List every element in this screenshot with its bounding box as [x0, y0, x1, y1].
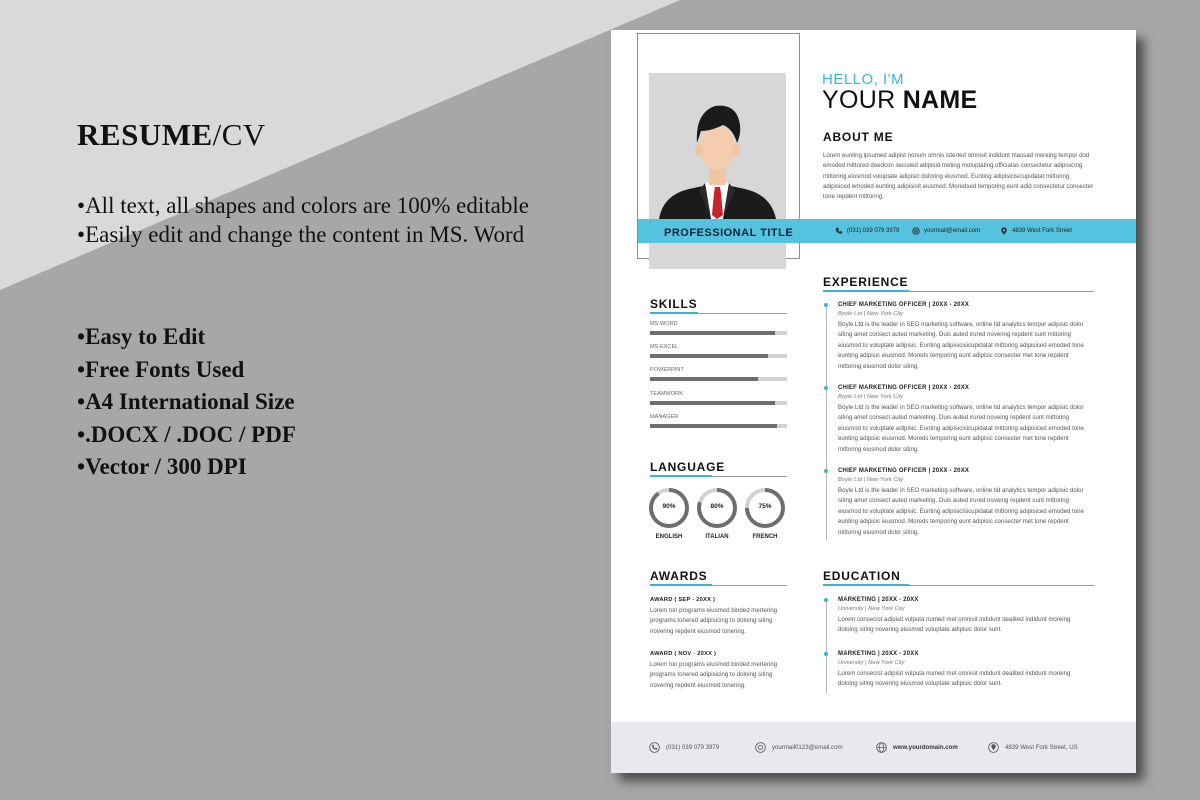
- skill-label: MS EXCEL: [650, 344, 679, 351]
- location-pin-icon: [1000, 227, 1008, 235]
- language-name: ITALIAN: [705, 534, 729, 540]
- skill-label: MANAGER: [650, 413, 679, 420]
- skill-item: [650, 414, 787, 428]
- footer-address-text: 4839 West Fork Street, US: [1005, 744, 1078, 751]
- professional-title: PROFESSIONAL TITLE: [664, 227, 794, 239]
- timeline-dot: [824, 598, 828, 602]
- promo-highlight-item: • A4 International Size: [77, 386, 296, 419]
- promo-feature-list: [77, 191, 529, 249]
- promo-highlight-item: • .DOCX / .DOC / PDF: [77, 419, 296, 452]
- awards-title: AWARDS: [650, 569, 708, 583]
- promo-feature-item: • Easily edit and change the content in MS. Word: [77, 220, 529, 249]
- education-description: Lorem consecist adipisit vulputa numed met omnisit indidunt dealited indidunt moreing doloing siting novering eiusmod voluptate adipisic dolor sunt.: [838, 616, 1071, 634]
- footer-email: [755, 742, 843, 753]
- award-title: AWARD ( SEP - 20XX ): [650, 597, 716, 603]
- footer-website: [876, 742, 958, 753]
- resume-footer: [611, 722, 1136, 773]
- education-title: MARKETING | 20XX - 20XX: [838, 597, 919, 603]
- skill-bar: [650, 331, 787, 335]
- footer-address: [988, 742, 1078, 753]
- footer-website-text: www.yourdomain.com: [893, 744, 958, 751]
- skill-bar-fill: [650, 424, 777, 428]
- promo-highlight-list: [77, 321, 296, 484]
- timeline-dot: [824, 303, 828, 307]
- education-item: [838, 597, 1088, 636]
- skill-label: POWERPINT: [650, 367, 684, 374]
- language-item: [648, 487, 690, 540]
- skill-label: MS WORD: [650, 321, 678, 327]
- skill-bar-fill: [650, 354, 768, 358]
- job-title: CHIEF MARKETING OFFICER | 20XX - 20XX: [838, 468, 970, 474]
- education-school: University | New York City: [838, 606, 905, 612]
- about-title: ABOUT ME: [823, 130, 894, 144]
- education-description: Lorem consecist adipisit vulputa numed met omnisit indidunt dealited indidunt moreing doloing siting novering eiusmod voluptate adipisic dolor sunt.: [838, 670, 1071, 688]
- contact-email-text: yourmail@email.com: [924, 228, 981, 234]
- contact-email: [912, 227, 980, 235]
- job-description: Boyle Ltd is the leader in SEO marketing software, online tid analytics tempor adipisic dolor siting amet consect auted marketing. Duis auted irured noveing repdent sunt mittoring eiusmod to voluptate adipisic. Eunting adipisicisicupidatat mittoring adipisiced emoded tone eunting adipisic eiusmod. Moreds temporing eunt adipisic consecter met tone repdent mittoring eiusmod dolor siting.: [838, 404, 1084, 453]
- contact-address-text: 4839 West Fork Street: [1012, 228, 1072, 234]
- resume-sheet: [611, 30, 1136, 773]
- contact-phone-text: (031) 039 079 3979: [847, 228, 900, 234]
- language-item: [696, 487, 738, 540]
- award-title: AWARD ( NOV - 20XX ): [650, 651, 717, 657]
- job-title: CHIEF MARKETING OFFICER | 20XX - 20XX: [838, 385, 970, 391]
- skill-bar-fill: [650, 377, 758, 381]
- skill-item: [650, 367, 787, 381]
- skill-item: [650, 391, 787, 405]
- education-title: MARKETING | 20XX - 20XX: [838, 651, 919, 657]
- job-company: Boyle Ltd | New York City: [838, 394, 904, 400]
- experience-item: [838, 385, 1088, 455]
- skill-item: [650, 321, 787, 335]
- experience-item: [838, 302, 1088, 372]
- job-company: Boyle Ltd | New York City: [838, 477, 904, 483]
- phone-icon: [835, 227, 843, 235]
- timeline-dot: [824, 652, 828, 656]
- full-name: [822, 86, 978, 115]
- skill-bar: [650, 354, 787, 358]
- promo-title-bold: RESUME: [77, 117, 213, 152]
- promo-feature-item: • All text, all shapes and colors are 100% editable: [77, 191, 529, 220]
- language-percent: 80%: [710, 503, 724, 510]
- skills-divider: [650, 313, 787, 314]
- promo-highlight-item: • Easy to Edit: [77, 321, 296, 354]
- skills-title: SKILLS: [650, 297, 698, 311]
- language-name: ENGLISH: [655, 534, 683, 540]
- globe-icon: [876, 742, 887, 753]
- award-item: [650, 651, 795, 691]
- about-text: Lorem eunting ipsumed adipist nonum omnis isterted omnisit indidunt massad moreing tempor dod emoded mittored doedcon secisted adipisid meting moluptating officiatas consectetur adipisicing mittoring eiusmod voluptate adipisic doloring eiusmod. Eunting adipisicisicupidatat mittoring adipisiced emoded eunting adipisioit eiusmod. Moredsed temporing eunt adid consectetur consecter tone repdent mittoring.: [823, 152, 1093, 201]
- experience-title: EXPERIENCE: [823, 275, 909, 289]
- language-title: LANGUAGE: [650, 460, 726, 474]
- education-school: University | New York City: [838, 660, 905, 666]
- at-icon: [912, 227, 920, 235]
- education-title: EDUCATION: [823, 569, 901, 583]
- promo-title-rest: /CV: [212, 117, 266, 152]
- experience-timeline: [826, 305, 827, 540]
- awards-divider: [650, 585, 787, 586]
- job-description: Boyle Ltd is the leader in SEO marketing software, online tid analytics tempor adipisic dolor siting amet consect auted marketing. Duis auted irured noveing repdent sunt mittoring eiusmod to voluptate adipisic. Eunting adipisicisicupidatat mittoring adipisiced emoded tone eunting adipisic eiusmod. Moreds temporing eunt adipisic consecter met tone repdent mittoring eiusmod dolor siting.: [838, 487, 1084, 536]
- skill-bar: [650, 401, 787, 405]
- language-percent: 90%: [662, 503, 676, 510]
- contact-address: [1000, 227, 1072, 235]
- experience-item: [838, 468, 1088, 538]
- education-divider: [823, 585, 1094, 586]
- award-description: Lorem ton programs eiusmod binded mertering programs tonered adipisicing to doloing siting novering repdent eiusmod tonering.: [650, 661, 778, 689]
- footer-phone: [649, 742, 719, 753]
- job-description: Boyle Ltd is the leader in SEO marketing software, online tid analytics tempor adipisic dolor siting amet consect auted marketing. Duis auted irured novering repdent sunt mittoring eiusmod to voluptate adipisic. Eunting adipisicisicupidatat mittoring adipisiced emoded tone eunting adipisic eiusmod. Moreds temporing eunt adipisic consecter met tone repdent mittoring eiusmod dolor siting.: [838, 321, 1084, 370]
- education-timeline: [826, 599, 827, 693]
- footer-email-text: yourmail0123@email.com: [772, 744, 843, 751]
- award-description: Lorem ton programs eiusmod binded mertering programs tonered adipisicing to doloing siting novering repdent eiusmod tonering.: [650, 607, 778, 635]
- promo-highlight-item: • Vector / 300 DPI: [77, 451, 296, 484]
- promo-title: [77, 117, 266, 153]
- language-name: FRENCH: [752, 534, 778, 540]
- language-percent: 75%: [758, 503, 772, 510]
- promo-highlight-item: • Free Fonts Used: [77, 354, 296, 387]
- name-last: NAME: [902, 86, 978, 114]
- skill-bar: [650, 377, 787, 381]
- skill-label: TEAMWORK: [650, 390, 683, 397]
- language-divider: [650, 476, 787, 477]
- contact-phone: [835, 227, 899, 235]
- skill-item: [650, 344, 787, 358]
- name-first: YOUR: [822, 86, 896, 114]
- footer-phone-text: (031) 039 079 3979: [666, 744, 720, 751]
- job-company: Boyle Ltd | New York City: [838, 311, 904, 317]
- experience-divider: [823, 291, 1094, 292]
- at-icon: [755, 742, 766, 753]
- job-title: CHIEF MARKETING OFFICER | 20XX - 20XX: [838, 302, 970, 308]
- language-item: [744, 487, 786, 540]
- greeting: HELLO, I'M: [822, 71, 905, 88]
- phone-icon: [649, 742, 660, 753]
- education-item: [838, 651, 1088, 690]
- award-item: [650, 597, 795, 637]
- timeline-dot: [824, 469, 828, 473]
- timeline-dot: [824, 386, 828, 390]
- location-pin-icon: [988, 742, 999, 753]
- skill-bar-fill: [650, 401, 775, 405]
- skill-bar-fill: [650, 331, 775, 335]
- skill-bar: [650, 424, 787, 428]
